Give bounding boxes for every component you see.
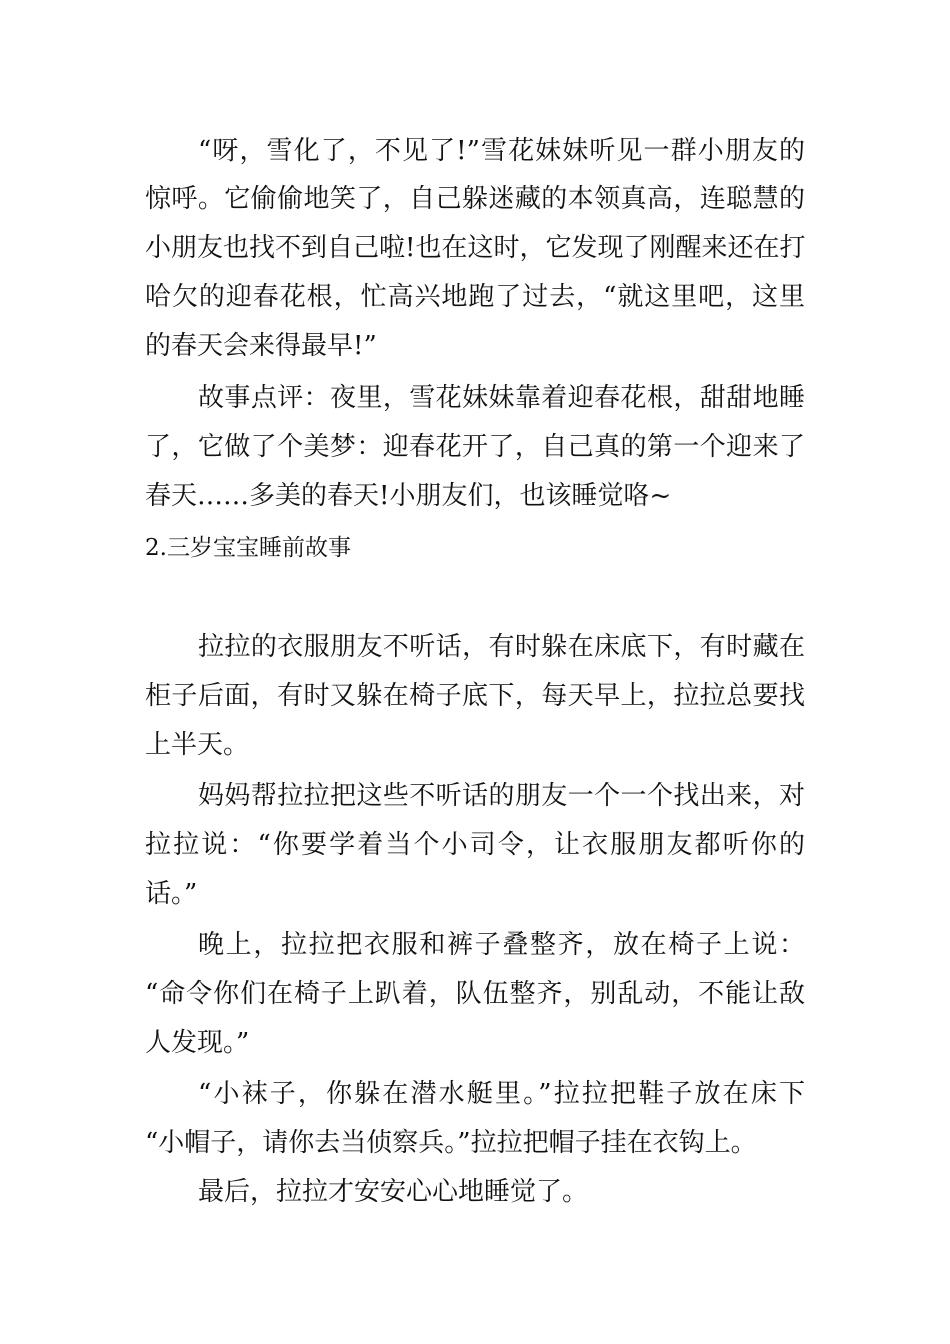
paragraph-line: 最后，拉拉才安安心心地睡觉了。 [198,1177,589,1207]
paragraph-line: 的春天会来得最早!” [145,331,377,361]
paragraph-line: 上半天。 [145,730,250,760]
paragraph-line: 话。” [145,879,198,909]
paragraph-line: “小袜子，你躲在潜水艇里。”拉拉把鞋子放在床下 [198,1079,805,1109]
paragraph-line: “小帽子，请你去当侦察兵。”拉拉把帽子挂在衣钩上。 [145,1128,757,1158]
section-heading: 2.三岁宝宝睡前故事 [145,535,351,561]
paragraph-line: 柜子后面，有时又躲在椅子底下，每天早上，拉拉总要找 [145,681,805,711]
paragraph-line: 故事点评：夜里，雪花妹妹靠着迎春花根，甜甜地睡 [198,383,805,413]
paragraph-line: 拉拉说：“你要学着当个小司令，让衣服朋友都听你的 [145,830,805,860]
paragraph-line: 拉拉的衣服朋友不听话，有时躲在床底下，有时藏在 [198,632,805,662]
paragraph-line: “命令你们在椅子上趴着，队伍整齐，别乱动，不能让敌 [145,979,805,1009]
paragraph-line: 小朋友也找不到自己啦!也在这时，它发现了刚醒来还在打 [145,233,806,263]
paragraph-line: 了，它做了个美梦：迎春花开了，自己真的第一个迎来了 [145,432,805,462]
paragraph-line: 妈妈帮拉拉把这些不听话的朋友一个一个找出来，对 [198,781,805,811]
paragraph-line: 哈欠的迎春花根，忙高兴地跑了过去，“就这里吧，这里 [145,282,805,312]
paragraph-line: “呀，雪化了，不见了!”雪花妹妹听见一群小朋友的 [198,136,805,166]
paragraph-line: 惊呼。它偷偷地笑了，自己躲迷藏的本领真高，连聪慧的 [145,184,805,214]
paragraph-line: 晚上，拉拉把衣服和裤子叠整齐，放在椅子上说： [198,930,805,960]
paragraph-line: 春天……多美的春天!小朋友们，也该睡觉咯~ [145,481,672,511]
paragraph-line: 人发现。” [145,1028,250,1058]
